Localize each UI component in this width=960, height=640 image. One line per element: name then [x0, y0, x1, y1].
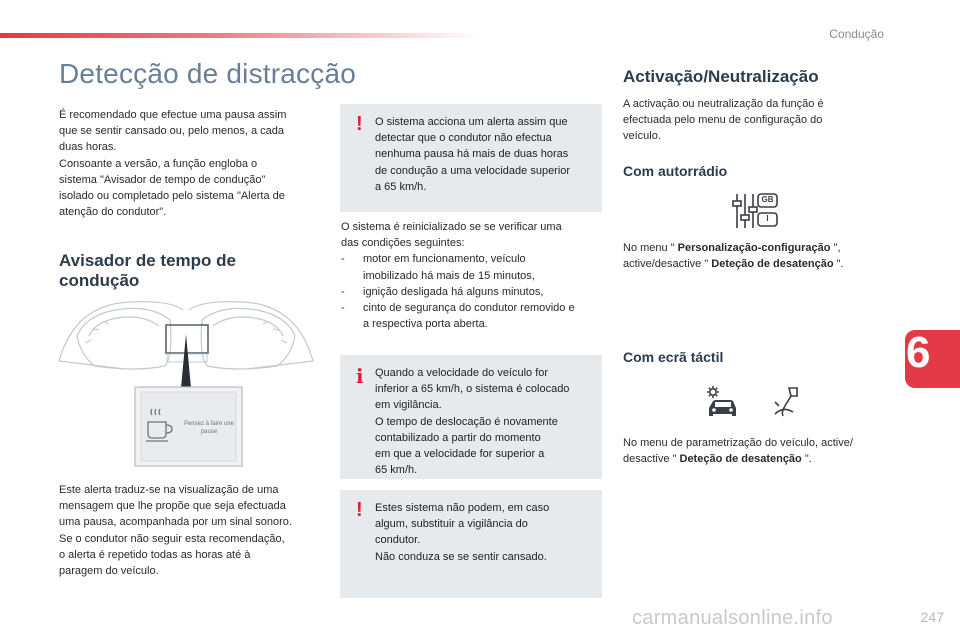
- radio-instructions: [623, 240, 903, 272]
- section-title-line: condução: [59, 271, 140, 290]
- text-line: ignição desligada há alguns minutos,: [363, 285, 544, 298]
- text-line: paragem do veículo.: [59, 565, 159, 578]
- text-line: em vigilância.: [375, 399, 442, 412]
- text-line: [623, 240, 903, 256]
- text-line: Se o condutor não seguir esta recomendação,: [59, 532, 285, 545]
- instrument-cluster-illustration: [55, 296, 317, 468]
- section-title-line: Avisador de tempo de: [59, 251, 236, 270]
- text-fragment: No menu ": [623, 242, 678, 254]
- driver-alert-icon: [771, 384, 801, 420]
- info-icon: i: [356, 364, 364, 388]
- option-name: Deteção de desatenção: [679, 453, 802, 466]
- car-settings-icon: [704, 384, 740, 420]
- text-line: cinto de segurança do condutor removido e: [363, 302, 575, 315]
- activation-title: Activação/Neutralização: [623, 67, 819, 86]
- list-dash: -: [341, 285, 345, 298]
- text-line: condutor.: [375, 534, 421, 547]
- touchscreen-subtitle: Com ecrã táctil: [623, 349, 724, 365]
- text-fragment: ".: [833, 258, 844, 271]
- car-gear-icon: [704, 384, 740, 420]
- text-line: das condições seguintes:: [341, 237, 465, 250]
- text-fragment: ".: [801, 453, 812, 466]
- page-title: Detecção de distracção: [59, 58, 357, 89]
- text-line: Este alerta traduz-se na visualização de uma: [59, 484, 279, 496]
- chapter-number: 6: [906, 328, 931, 377]
- text-line: a 65 km/h.: [375, 180, 427, 193]
- warning-icon: !: [356, 499, 363, 521]
- text-line: motor em funcionamento, veículo: [363, 253, 526, 266]
- list-dash: -: [341, 302, 345, 315]
- text-line: sistema "Avisador de tempo de condução": [59, 173, 266, 186]
- text-line: isolado ou completado pelo sistema "Alerta de: [59, 190, 285, 203]
- warning-icon: !: [356, 113, 363, 135]
- text-line: O tempo de deslocação é novamente: [375, 415, 558, 428]
- reset-conditions-paragraph: [341, 219, 606, 332]
- list-item: [341, 300, 606, 332]
- text-fragment: desactive ": [623, 453, 680, 466]
- chapter-label: Condução: [829, 27, 884, 41]
- text-line: o alerta é repetido todas as horas até à: [59, 548, 251, 561]
- text-line: [623, 256, 903, 272]
- text-line: duas horas.: [59, 141, 117, 154]
- list-item: [341, 284, 606, 300]
- warning-text: [375, 500, 594, 565]
- text-line: atenção do condutor".: [59, 206, 167, 219]
- text-line: a respectiva porta aberta.: [363, 318, 488, 331]
- header-accent-bar: [0, 33, 480, 38]
- text-fragment: active/desactive ": [623, 258, 712, 271]
- radio-settings-icon: [731, 191, 779, 231]
- list-dash: -: [341, 253, 345, 266]
- text-line: efectuada pelo menu de configuração do: [623, 114, 823, 127]
- warning-box-vigilance: [340, 490, 602, 598]
- warning-box-alert: [340, 104, 602, 212]
- display-text-line: pause: [200, 429, 218, 435]
- text-line: veículo.: [623, 130, 661, 143]
- info-text: [375, 365, 594, 478]
- radio-icon-label: GB: [761, 195, 774, 204]
- page-number: 247: [920, 609, 944, 625]
- text-line: de condução a uma velocidade superior: [375, 164, 571, 177]
- warning-text: [375, 114, 594, 195]
- section-title-driving-time: [59, 251, 236, 291]
- cluster-display-message: [178, 420, 240, 436]
- text-line: em que a velocidade for superior a: [375, 448, 545, 461]
- text-line: uma pausa, acompanhada por um sinal sonoro.: [59, 516, 292, 529]
- text-line: imobilizado há mais de 15 minutos,: [363, 269, 535, 282]
- menu-name: Personalização-configuração: [677, 242, 831, 254]
- instrument-cluster-drawing: [55, 296, 317, 468]
- text-line: algum, substituir a vigilância do: [375, 518, 528, 531]
- text-line: mensagem que lhe propõe que seja efectuada: [59, 500, 286, 513]
- display-text-line: Pensez à faire une: [183, 421, 235, 427]
- text-line: É recomendado que efectue uma pausa assim: [59, 109, 287, 121]
- text-line: detectar que o condutor não efectua: [375, 132, 552, 145]
- text-line: que se sentir cansado ou, pelo menos, a cada: [59, 125, 285, 138]
- radio-subtitle: Com autorrádio: [623, 163, 728, 179]
- radio-icon-label: I: [766, 214, 769, 223]
- text-fragment: ",: [830, 242, 841, 254]
- touchscreen-instructions: [623, 435, 903, 467]
- left-bottom-paragraph: [59, 482, 334, 579]
- text-line: O sistema é reinicializado se se verificar uma: [341, 221, 562, 233]
- text-line: 65 km/h.: [375, 464, 418, 477]
- seat-belt-alert-icon: [771, 384, 801, 420]
- text-line: Consoante a versão, a função engloba o: [59, 157, 258, 170]
- text-line: inferior a 65 km/h, o sistema é colocado: [375, 383, 570, 396]
- text-line: Quando a velocidade do veículo for: [375, 367, 549, 379]
- watermark: carmanualsonline.info: [632, 607, 833, 629]
- text-line: contabilizado a partir do momento: [375, 431, 541, 444]
- text-line: A activação ou neutralização da função é: [623, 98, 824, 110]
- text-line: [623, 451, 903, 467]
- list-item: [341, 251, 606, 283]
- activation-intro: [623, 96, 873, 145]
- text-line: Estes sistema não podem, em caso: [375, 502, 550, 514]
- text-line: Não conduza se se sentir cansado.: [375, 550, 547, 563]
- text-line: nenhuma pausa há mais de duas horas: [375, 148, 569, 161]
- text-line: No menu de parametrização do veículo, active/: [623, 437, 853, 449]
- option-name: Deteção de desatenção: [711, 258, 834, 271]
- info-box-speed: [340, 355, 602, 479]
- text-line: O sistema acciona um alerta assim que: [375, 116, 568, 128]
- left-intro-paragraph: [59, 107, 329, 220]
